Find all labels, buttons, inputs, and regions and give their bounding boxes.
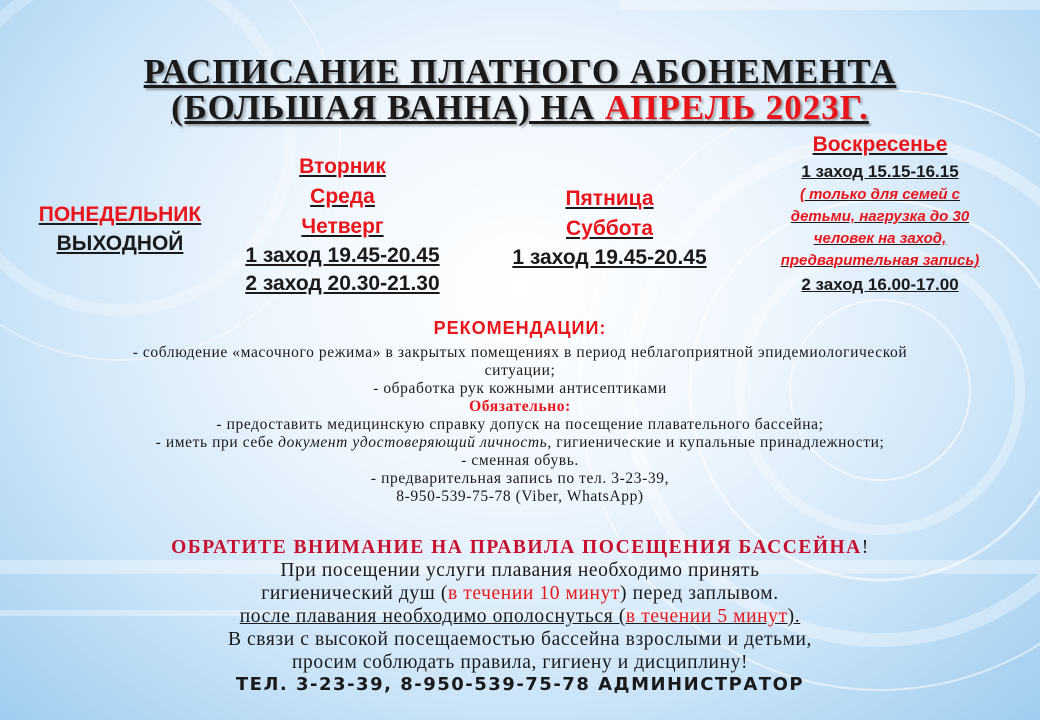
monday-status: ВЫХОДНОЙ xyxy=(56,232,184,255)
notice-line-2-time: в течении 10 минут xyxy=(447,583,621,604)
day-friday: Пятница xyxy=(565,187,654,210)
rec-line-5-start: - иметь при себе xyxy=(155,434,279,451)
rec-line-4: - предоставить медицинскую справку допуск на посещение плавательного бассейна; xyxy=(216,416,824,433)
sunday-note-2: детьми, нагрузка до 30 xyxy=(790,208,970,225)
page-title-line-1: РАСПИСАНИЕ ПЛАТНОГО АБОНЕМЕНТА xyxy=(143,52,897,91)
sunday-session-1: 1 заход 15.15-16.15 xyxy=(801,162,959,181)
monday-label: ПОНЕДЕЛЬНИК xyxy=(38,203,202,226)
fri-sat-block xyxy=(492,184,727,272)
day-saturday: Суббота xyxy=(565,217,654,240)
rec-line-5-id: документ удостоверяющий личность xyxy=(278,434,548,451)
notice-line-5: просим соблюдать правила, гигиену и дисциплину! xyxy=(291,652,749,673)
day-wednesday: Среда xyxy=(310,185,375,208)
notice-line-2 xyxy=(0,582,1040,605)
notice-block xyxy=(0,536,1040,674)
rec-line-8: 8-950-539-75-78 (Viber, WhatsApp) xyxy=(396,488,644,505)
sunday-note-3: человек на заход, xyxy=(813,230,947,247)
session-1: 1 заход 19.45-20.45 xyxy=(245,244,440,267)
rec-line-1: - соблюдение «масочного режима» в закрытых помещениях в период неблагоприятной эпидемиологической xyxy=(132,344,908,361)
notice-line-2-start: гигиенический душ ( xyxy=(261,583,448,604)
notice-heading xyxy=(0,536,1040,559)
notice-line-4: В связи с высокой посещаемостью бассейна взрослыми и детьми, xyxy=(227,629,813,650)
notice-line-3 xyxy=(0,605,1040,628)
day-tuesday: Вторник xyxy=(299,155,386,178)
rec-line-6: - сменная обувь. xyxy=(461,452,579,469)
day-sunday: Воскресенье xyxy=(812,133,948,156)
session-2: 2 заход 20.30-21.30 xyxy=(245,272,440,295)
notice-line-3-start: после плавания необходимо ополоснуться ( xyxy=(239,606,626,627)
admin-phone: ТЕЛ. 3-23-39, 8-950-539-75-78 АДМИНИСТРАТОР xyxy=(235,674,805,695)
rec-line-2: ситуации; xyxy=(484,362,556,379)
notice-line-2-end: ) перед заплывом. xyxy=(620,583,779,604)
recommendations-body xyxy=(10,344,1030,506)
sunday-note-4: предварительная запись) xyxy=(780,252,980,269)
sunday-block xyxy=(760,130,1000,298)
tue-thu-block xyxy=(225,152,460,298)
title-text: (БОЛЬШАЯ ВАННА) НА xyxy=(171,88,605,127)
rec-line-3: - обработка рук кожными антисептиками xyxy=(373,380,667,397)
session-1: 1 заход 19.45-20.45 xyxy=(512,246,707,269)
sunday-session-2: 2 заход 16.00-17.00 xyxy=(801,275,959,294)
title-month: АПРЕЛЬ 2023Г. xyxy=(604,88,869,127)
sunday-note-1: ( только для семей с xyxy=(799,186,961,203)
notice-line-3-end: ). xyxy=(787,606,801,627)
notice-line-3-time: в течении 5 минут xyxy=(625,606,788,627)
page-title-line-2 xyxy=(0,88,1040,128)
notice-heading-text: ОБРАТИТЕ ВНИМАНИЕ НА ПРАВИЛА ПОСЕЩЕНИЯ БАССЕЙНА xyxy=(171,537,862,558)
monday-block xyxy=(10,200,230,258)
rec-line-5-end: , гигиенические и купальные принадлежности; xyxy=(547,434,885,451)
day-thursday: Четверг xyxy=(301,215,384,238)
recommendations-heading: РЕКОМЕНДАЦИИ: xyxy=(433,318,607,338)
notice-heading-tail: ! xyxy=(861,537,869,558)
rec-line-5 xyxy=(10,434,1030,452)
notice-line-1: При посещении услуги плавания необходимо принять xyxy=(280,560,760,581)
rec-line-7: - предварительная запись по тел. 3-23-39, xyxy=(370,470,670,487)
mandatory-label: Обязательно: xyxy=(469,398,571,415)
